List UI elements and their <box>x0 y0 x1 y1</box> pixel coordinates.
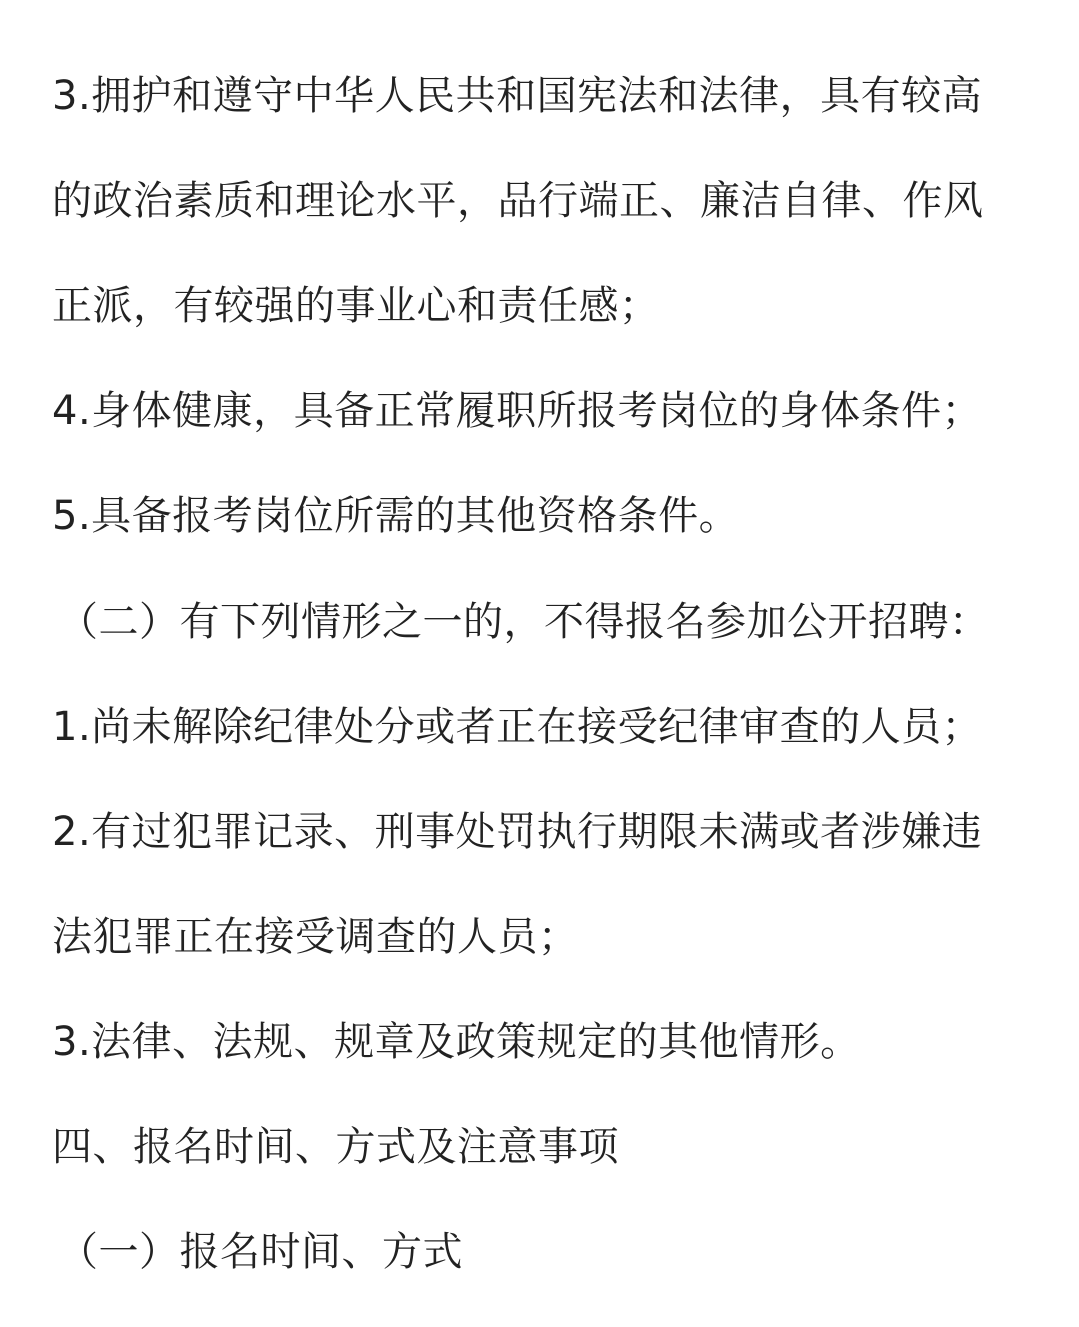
subsection-heading: （一）报名时间、方式 <box>58 1229 463 1275</box>
paragraph-line: 2.有过犯罪记录、刑事处罚执行期限未满或者涉嫌违 <box>52 809 983 855</box>
paragraph-line: 3.法律、法规、规章及政策规定的其他情形。 <box>52 1019 861 1065</box>
section-heading: （二）有下列情形之一的，不得报名参加公开招聘： <box>58 599 990 645</box>
section-heading: 四、报名时间、方式及注意事项 <box>52 1124 619 1170</box>
paragraph-line: 3.拥护和遵守中华人民共和国宪法和法律，具有较高 <box>52 73 983 119</box>
paragraph-line: 的政治素质和理论水平，品行端正、廉洁自律、作风 <box>52 178 984 224</box>
paragraph-line: 法犯罪正在接受调查的人员； <box>52 914 579 960</box>
paragraph-line: 4.身体健康，具备正常履职所报考岗位的身体条件； <box>52 388 983 434</box>
paragraph-line: 5.具备报考岗位所需的其他资格条件。 <box>52 493 740 539</box>
paragraph-line: 正派，有较强的事业心和责任感； <box>52 283 660 329</box>
paragraph-line: 1.尚未解除纪律处分或者正在接受纪律审查的人员； <box>52 704 983 750</box>
